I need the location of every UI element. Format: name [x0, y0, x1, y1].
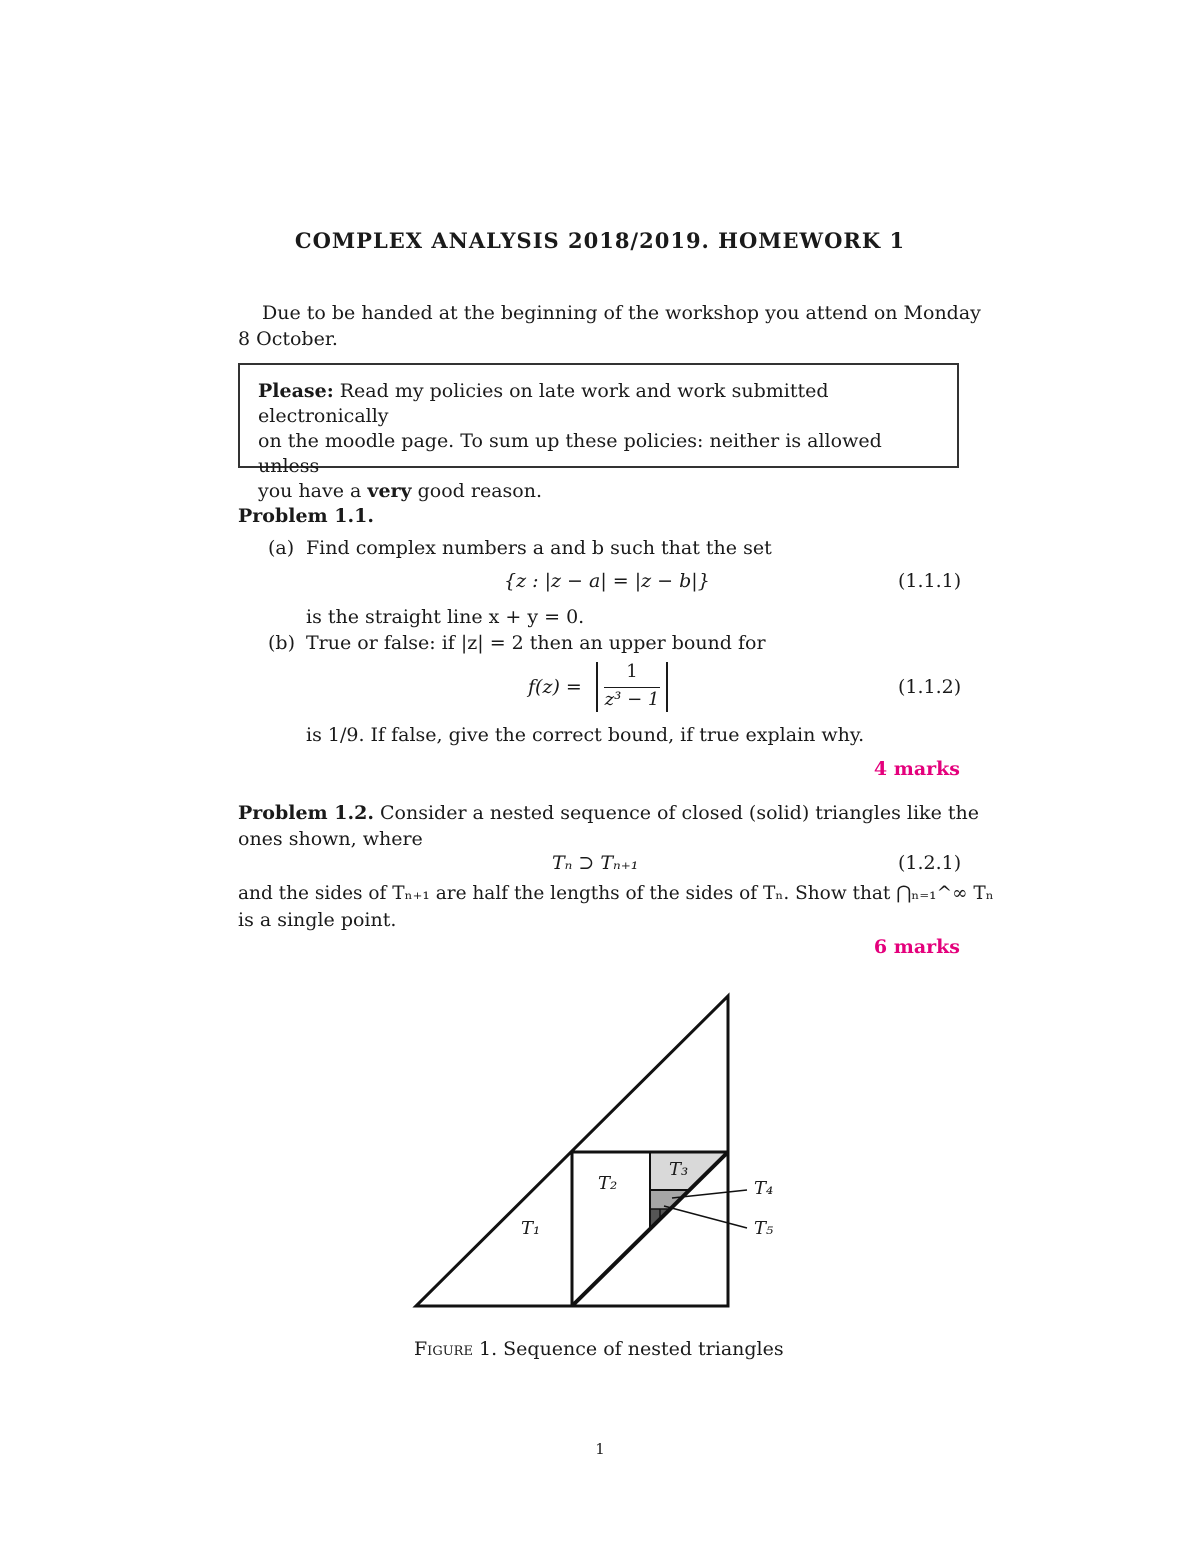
notice-line-3c: good reason.	[411, 480, 542, 502]
intro-line-1: Due to be handed at the beginning of the workshop you attend on Monday	[262, 302, 981, 324]
notice-emphasis: very	[367, 480, 412, 502]
page-number: 1	[595, 1440, 605, 1458]
intro-line-2: 8 October.	[238, 328, 338, 350]
fraction-numerator: 1	[626, 661, 638, 682]
problem-1-2-line-3: and the sides of Tₙ₊₁ are half the lengths of the sides of Tₙ. Show that ⋂ₙ₌₁^∞ Tₙ	[238, 883, 994, 904]
t4-label: T₄	[754, 1178, 774, 1199]
equation-number-1-1-1: (1.1.1)	[898, 570, 962, 592]
part-a-after: is the straight line x + y = 0.	[306, 606, 585, 628]
t5-label: T₅	[754, 1218, 774, 1239]
equation-1-2-1: Tₙ ⊃ Tₙ₊₁	[552, 852, 639, 874]
t1-label: T₁	[521, 1218, 541, 1239]
t3-label: T₃	[669, 1159, 689, 1180]
part-b-after: is 1/9. If false, give the correct bound, if true explain why.	[306, 724, 865, 746]
problem-1-1-marks: 4 marks	[873, 758, 960, 780]
figure-caption	[414, 1338, 784, 1360]
equation-1-1-1: {z : |z − a| = |z − b|}	[504, 570, 710, 592]
problem-1-2-line-2: ones shown, where	[238, 828, 423, 850]
t2-label: T₂	[598, 1173, 618, 1194]
equation-number-1-1-2: (1.1.2)	[898, 676, 962, 698]
notice-line-3a: you have a	[258, 480, 368, 502]
part-a-text: Find complex numbers a and b such that the set	[306, 537, 772, 559]
t5-pointer	[664, 1206, 747, 1228]
problem-1-2-heading: Problem 1.2.	[238, 802, 374, 824]
problem-1-1-heading: Problem 1.1.	[238, 505, 374, 527]
problem-1-2-line-1: Consider a nested sequence of closed (solid) triangles like the	[373, 802, 979, 824]
equation-number-1-2-1: (1.2.1)	[898, 852, 962, 874]
notice-line-2: on the moodle page. To sum up these policies: neither is allowed unless	[258, 430, 882, 477]
fraction-denominator: z³ − 1	[604, 689, 660, 710]
figure-caption-text: Sequence of nested triangles	[497, 1338, 784, 1360]
part-b-text: True or false: if |z| = 2 then an upper bound for	[306, 632, 766, 654]
part-a-label: (a)	[268, 537, 295, 559]
part-b-label: (b)	[268, 632, 295, 654]
notice-line-1: Read my policies on late work and work submitted electronically	[258, 380, 829, 427]
problem-1-2-line-4: is a single point.	[238, 909, 397, 931]
equation-1-1-2-lhs: f(z) =	[528, 676, 582, 698]
problem-1-2-marks: 6 marks	[873, 936, 960, 958]
notice-bold-label: Please:	[258, 380, 334, 402]
page-title: COMPLEX ANALYSIS 2018/2019. HOMEWORK 1	[294, 228, 906, 253]
figure-caption-prefix: Figure 1.	[414, 1338, 498, 1360]
